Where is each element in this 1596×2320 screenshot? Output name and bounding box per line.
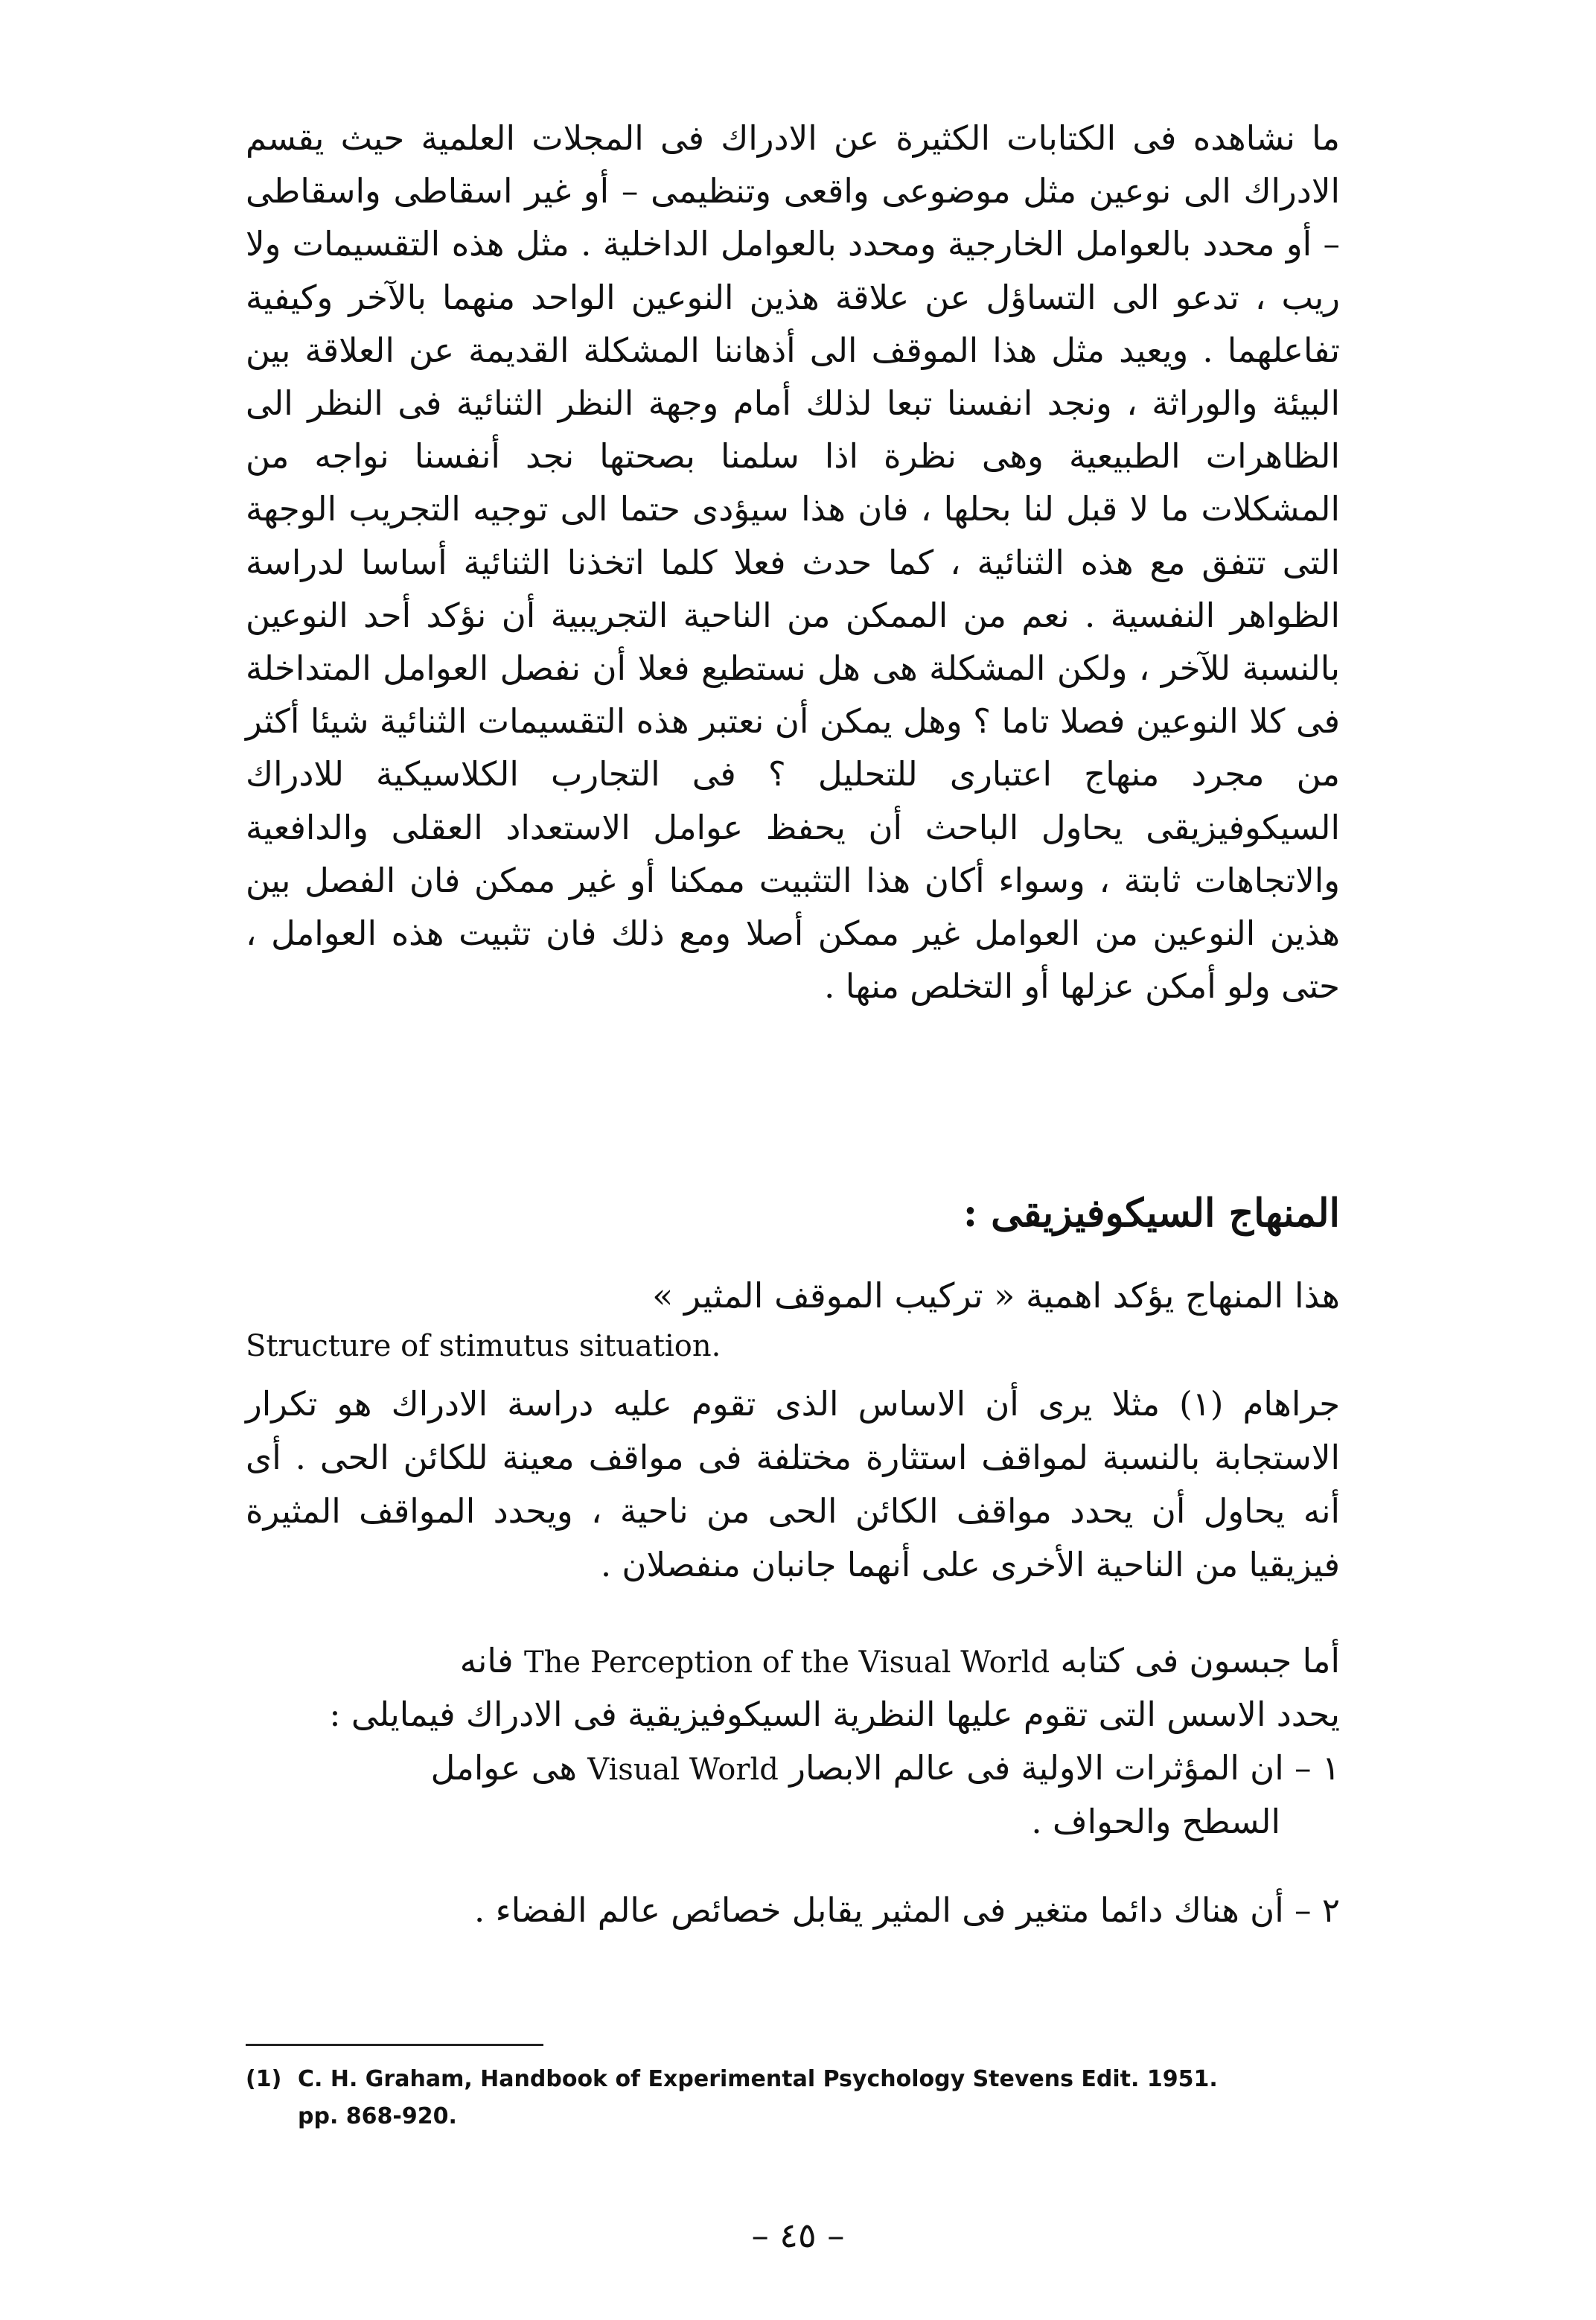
page-number: – ٤٥ – [751,2215,845,2255]
item-1-number: ١ – [1295,1748,1340,1788]
footnote-line-2: pp. 868-920. [298,2103,457,2129]
list-item-2 [246,1884,1340,1937]
intro-line: هذا المنهاج يؤكد اهمية « تركيب الموقف المثير » [652,1275,1340,1316]
item-1-english: Visual World [587,1753,779,1787]
item-2-number: ٢ – [1295,1890,1340,1930]
gibson-line-2: يحدد الاسس التى تقوم عليها النظرية السيكوفيزيقية فى الادراك فيمايلى : [329,1695,1340,1734]
gibson-prefix: أما جبسون فى كتابه [1060,1641,1340,1680]
footnote-mark: (1) [246,2066,282,2092]
list-item-1-continuation [246,1795,1340,1849]
item-1-text-after: هى عوامل [430,1748,577,1788]
footnote [246,2061,1340,2135]
footnote-divider [246,2044,543,2046]
footnote-text: C. H. Graham, Handbook of Experimental Psychology Stevens Edit. 1951. [298,2066,1218,2092]
gibson-book-title: The Perception of the Visual World [523,1645,1050,1680]
paragraph-2: جراهام (١) مثلا يرى أن الاساس الذى تقوم عليه دراسة الادراك هو تكرار الاستجابة بالنسبة لمواقف استثارة مختلفة فى مواقف معينة للكائن الحى . أى أنه يحاول أن يحدد مواقف الكائن الحى من ناحية ، ويحدد المواقف المثيرة فيزيقيا من الناحية الأخرى على أنهما جانبان منفصلان . [246,1384,1341,1584]
footnote-line-1 [246,2061,1340,2098]
item-1-continuation: السطح والحواف . [1031,1802,1280,1841]
gibson-line-1 [246,1634,1340,1689]
item-1-text-before: ان المؤثرات الاولية فى عالم الابصار [789,1748,1284,1788]
intro-english: Structure of stimutus situation. [246,1329,721,1363]
paragraph-1: ما نشاهده فى الكتابات الكثيرة عن الادراك فى المجلات العلمية حيث يقسم الادراك الى نوعين مثل موضوعى واقعى وتنظيمى – أو غير اسقاطى واسقاطى – أو محدد بالعوامل الخارجية ومحدد بالعوامل الداخلية . مثل هذه التقسيمات ولا ريب ، تدعو الى التساؤل عن علاقة هذين النوعين الواحد منهما بالآخر وكيفية تفاعلهما . ويعيد مثل هذا الموقف الى أذهاننا المشكلة القديمة عن العلاقة بين البيئة والوراثة ، ونجد انفسنا تبعا لذلك أمام وجهة النظر الثنائية فى النظر الى الظاهرات الطبيعية وهى نظرة اذا سلمنا بصحتها نجد أنفسنا نواجه من المشكلات ما لا قبل لنا بحلها ، فان هذا سيؤدى حتما الى توجيه التجريب الوجهة التى تتفق مع هذه الثنائية ، كما حدث فعلا كلما اتخذنا الثنائية أساسا لدراسة الظواهر النفسية . نعم من الممكن من الناحية التجريبية أن نؤكد أحد النوعين بالنسبة للآخر ، ولكن المشكلة هى هل نستطيع فعلا أن نفصل العوامل المتداخلة فى كلا النوعين فصلا تاما ؟ وهل يمكن أن نعتبر هذه التقسيمات الثنائية شيئا أكثر من مجرد منهاج اعتبارى للتحليل ؟ فى التجارب الكلاسيكية للادراك السيكوفيزيقى يحاول الباحث أن يحفظ عوامل الاستعداد العقلى والدافعية والاتجاهات ثابتة ، وسواء أكان هذا التثبيت ممكنا أو غير ممكن فان الفصل بين هذين النوعين من العوامل غير ممكن أصلا ومع ذلك فان تثبيت هذه العوامل ، حتى ولو أمكن عزلها أو التخلص منها . [246,118,1340,1007]
item-2-text: أن هناك دائما متغير فى المثير يقابل خصائص عالم الفضاء . [473,1890,1284,1930]
section-heading: المنهاج السيكوفيزيقى : [963,1191,1340,1236]
gibson-suffix: فانه [459,1641,514,1680]
list-item-1 [246,1741,1340,1797]
